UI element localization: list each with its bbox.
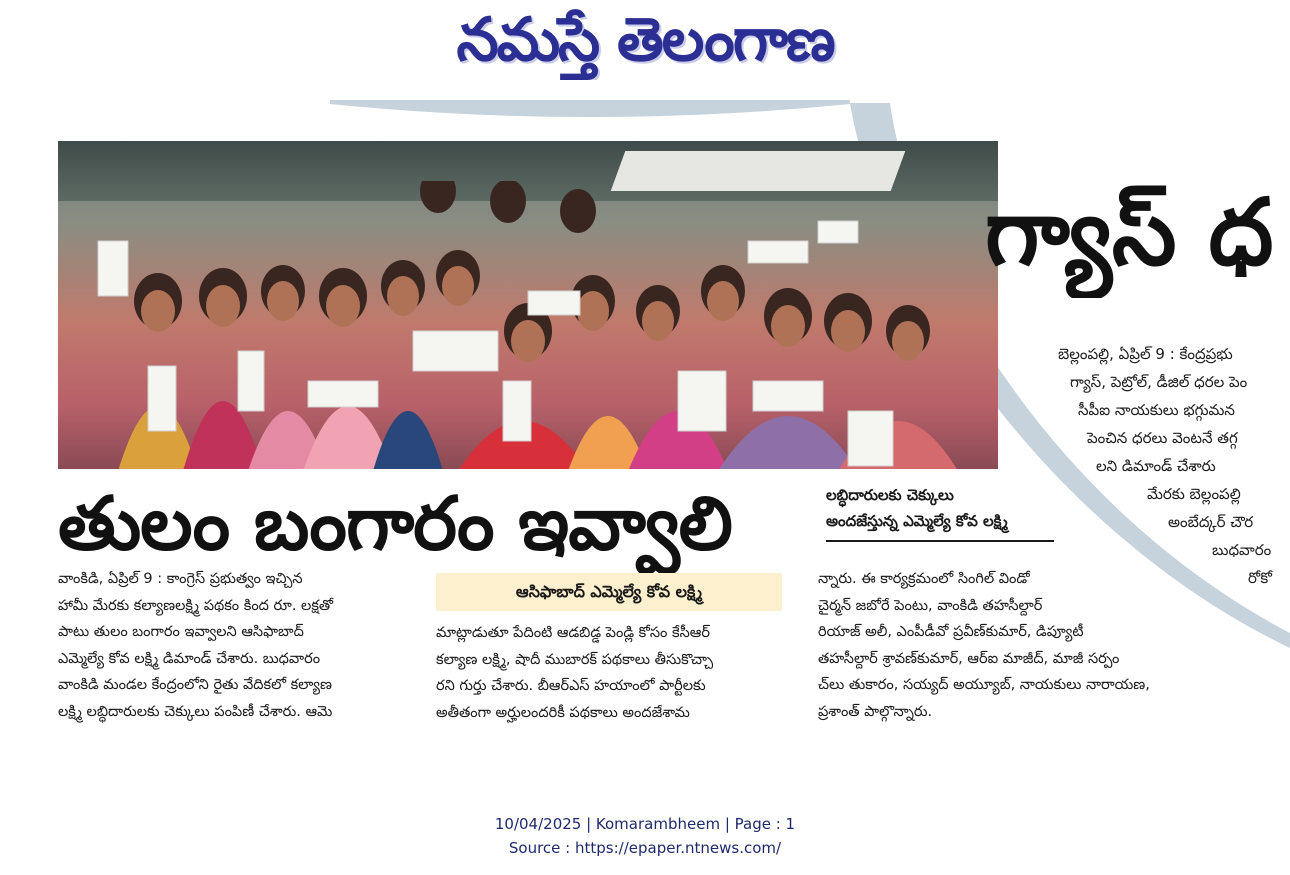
caption-underline [826, 540, 1054, 542]
story-line: వాంకిడి మండల కేంద్రంలోని రైతు వేదికలో కల్యాణ [58, 677, 332, 693]
story-line: రని గుర్తు చేశారు. బీఆర్ఎస్ హయాంలో పార్టీలకు [436, 678, 706, 694]
right-story-line: బుధవారం [1212, 541, 1272, 559]
news-photo [58, 141, 998, 469]
right-story-line: సీపీఐ నాయకులు భగ్గుమన [1078, 401, 1235, 419]
photo-crowd [58, 181, 998, 469]
right-story-line: బెల్లంపల్లి, ఏప్రిల్ 9 : కేంద్రప్రభు [1058, 345, 1233, 363]
right-story-body [1040, 340, 1290, 592]
newspaper-logo: నమస్తే తెలంగాణ [456, 5, 834, 75]
story-column-3 [818, 566, 1278, 725]
story-line: మాట్లాడుతూ పేదింటి ఆడబిడ్డ పెండ్లి కోసం కేసీఆర్ [436, 625, 710, 641]
story-line: వాంకిడి, ఏప్రిల్ 9 : కాంగ్రెస్ ప్రభుత్వం ఇచ్చిన [58, 571, 303, 587]
story-line: చ్‌లు తుకారం, సయ్యద్ అయ్యూబ్, నాయకులు నారాయణ, [818, 677, 1150, 693]
photo-caption-line: లబ్ధిదారులకు చెక్కులు [826, 486, 954, 504]
right-story-line: అంబేద్కర్ చౌర [1168, 513, 1254, 531]
story-line: ప్రశాంత్ పాల్గొన్నారు. [818, 703, 933, 720]
right-story-headline: గ్యాస్ ధ [985, 179, 1274, 286]
footer-edition-info: 10/04/2025 | Komarambheem | Page : 1 [494, 815, 796, 833]
story-column-1 [58, 566, 410, 725]
story-line: కల్యాణ లక్ష్మి, షాదీ ముబారక్ పథకాలు తీసుకొచ్చా [436, 651, 714, 668]
main-headline: తులం బంగారం ఇవ్వాలి [58, 481, 732, 567]
right-story-line: రోకో [1248, 569, 1272, 587]
photo-caption [826, 482, 1066, 546]
story-line: ఎమ్మెల్యే కోవ లక్ష్మి డిమాండ్ చేశారు. బుధవారం [58, 650, 321, 667]
footer-source-link[interactable]: Source : https://epaper.ntnews.com/ [508, 839, 782, 857]
right-story-line: లని డిమాండ్ చేశారు [1096, 457, 1216, 475]
story-line: తహసీల్దార్ శ్రావణ్‌కుమార్, ఆర్ఐ మాజీద్, మాజీ సర్పం [818, 650, 1120, 667]
right-story-line: మేరకు బెల్లంపల్లి [1147, 485, 1241, 503]
right-story-line: పెంచిన ధరలు వెంటనే తగ్గ [1087, 429, 1238, 447]
decorative-curve [330, 100, 850, 122]
story-line: చైర్మన్ జబోరే పెంటు, వాంకిడి తహసీల్దార్ [818, 597, 1043, 614]
story-line: లక్ష్మి లబ్ధిదారులకు చెక్కులు పంపిణీ చేశారు. ఆమె [58, 703, 333, 720]
story-column-2 [436, 620, 784, 726]
story-line: న్నారు. ఈ కార్యక్రమంలో సింగిల్ విండో [818, 571, 1030, 587]
page-footer [0, 812, 1290, 860]
right-story-line: గ్యాస్, పెట్రోల్, డీజిల్ ధరల పెం [1070, 373, 1248, 391]
photo-caption-line: అందజేస్తున్న ఎమ్మెల్యే కోవ లక్ష్మి [826, 512, 1008, 530]
story-line: అతీతంగా అర్హులందరికీ పథకాలు అందజేశామ [436, 704, 690, 721]
story-line: పాటు తులం బంగారం ఇవ్వాలని ఆసిఫాబాద్ [58, 624, 304, 640]
story-line: రియాజ్ అలీ, ఎంపీడీవో ప్రవీణ్‌కుమార్, డిప్యూటీ [818, 624, 1084, 640]
story-subheading: ఆసిఫాబాద్ ఎమ్మెల్యే కోవ లక్ష్మి [436, 573, 782, 611]
masthead [0, 0, 1290, 100]
story-line: హామీ మేరకు కల్యాణలక్ష్మి పథకం కింద రూ. లక్షతో [58, 597, 334, 614]
